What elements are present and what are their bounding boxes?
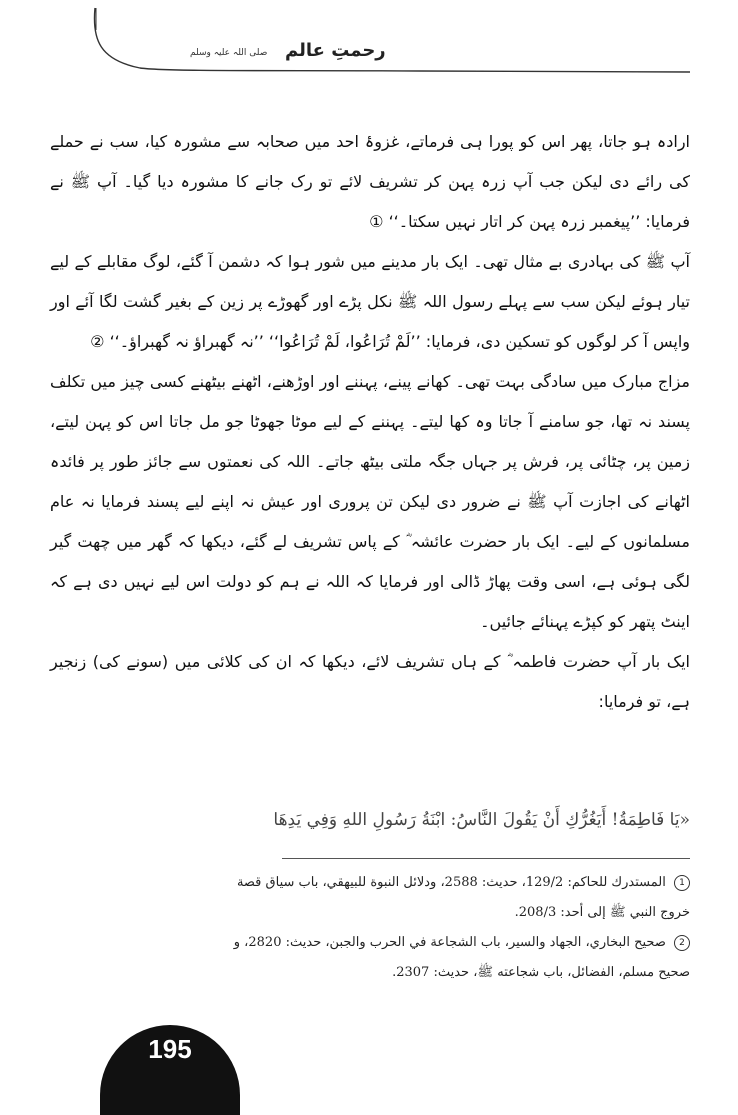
footnote-line	[40, 928, 690, 958]
main-text	[50, 122, 690, 722]
footnote	[40, 928, 690, 988]
footnote-text: صحيح مسلم، الفضائل، باب شجاعته ﷺ، حديث: 2307.	[392, 965, 690, 980]
footnote-text: خروج النبي ﷺ إلى أحد: 208/3.	[514, 905, 690, 920]
paragraph: آپ ﷺ کی بہادری بے مثال تھی۔ ایک بار مدینے میں شور ہوا کہ دشمن آ گئے، لوگ مقابلے کے لیے تیار ہوئے لیکن سب سے پہلے رسول اللہ ﷺ نکل پڑے اور گھوڑے پر زین کے بغیر گشت لگا آئے اور واپس آ کر لوگوں کو تسکین دی، فرمایا: ’’لَمْ تُرَاعُوا، لَمْ تُرَاعُوا‘‘ ’’نہ گھبراؤ نہ گھبراؤ۔‘‘ ②	[50, 252, 691, 351]
footnotes	[40, 868, 690, 988]
footnote	[40, 868, 690, 928]
page-number: 195	[148, 1034, 192, 1064]
footnote-divider	[282, 858, 690, 859]
footnote-number: 1	[674, 875, 690, 891]
paragraph: ایک بار آپ حضرت فاطمہ ؓ کے ہاں تشریف لائے، دیکھا کہ ان کی کلائی میں (سونے کی) زنجیر ہے، تو فرمایا:	[50, 652, 690, 711]
footnote-line	[40, 958, 690, 988]
running-subtitle: صلی اللہ علیہ وسلم	[190, 48, 268, 58]
arabic-hadith-quote: «يَا فَاطِمَةُ! أَيَغُرُّكِ أَنْ يَقُولَ النَّاسُ: ابْنَةُ رَسُولِ اللهِ وَفِي يَدِهَا	[273, 810, 690, 830]
footnote-line	[40, 898, 690, 928]
footnote-text: صحيح البخاري، الجهاد والسير، باب الشجاعة في الحرب والجبن، حديث: 2820، و	[233, 935, 666, 950]
footnote-line	[40, 868, 690, 898]
paragraph: مزاج مبارک میں سادگی بہت تھی۔ کھانے پینے، پہننے اور اوڑھنے، اٹھنے بیٹھنے کسی چیز میں تکلف پسند نہ تھا، جو سامنے آ جاتا وہ کھا لیتے۔ پہننے کے لیے موٹا جھوٹا جو مل جاتا اس کو پہن لیتے، زمین پر، چٹائی پر، فرش پر جہاں جگہ ملتی بیٹھ جاتے۔ اللہ کی نعمتوں سے جائز طور پر فائدہ اٹھانے کی اجازت آپ ﷺ نے ضرور دی لیکن تن پروری اور عیش نہ اپنے لیے پسند فرمایا نہ عام مسلمانوں کے لیے۔ ایک بار حضرت عائشہ ؓ کے پاس تشریف لے گئے، دیکھا کہ گھر میں چھت گیر لگی ہوئی ہے، اسی وقت پھاڑ ڈالی اور فرمایا کہ اللہ نے ہم کو دولت اس لیے نہیں دی ہے کہ اینٹ پتھر کو کپڑے پہنائے جائیں۔	[50, 372, 690, 631]
paragraph: ارادہ ہو جاتا، پھر اس کو پورا ہی فرماتے، غزوۂ احد میں صحابہ سے مشورہ کیا، سب نے حملے کی رائے دی لیکن جب آپ زرہ پہن کر تشریف لائے تو رک جانے کا مشورہ دیا گیا۔ آپ ﷺ نے فرمایا: ’’پیغمبر زرہ پہن کر اتار نہیں سکتا۔‘‘ ①	[50, 132, 690, 231]
footnote-text: المستدرك للحاكم: 129/2، حديث: 2588، ودلائل النبوة للبيهقي، باب سياق قصة	[236, 875, 666, 890]
footnote-number: 2	[674, 935, 690, 951]
running-title: رحمتِ عالم	[285, 40, 386, 61]
